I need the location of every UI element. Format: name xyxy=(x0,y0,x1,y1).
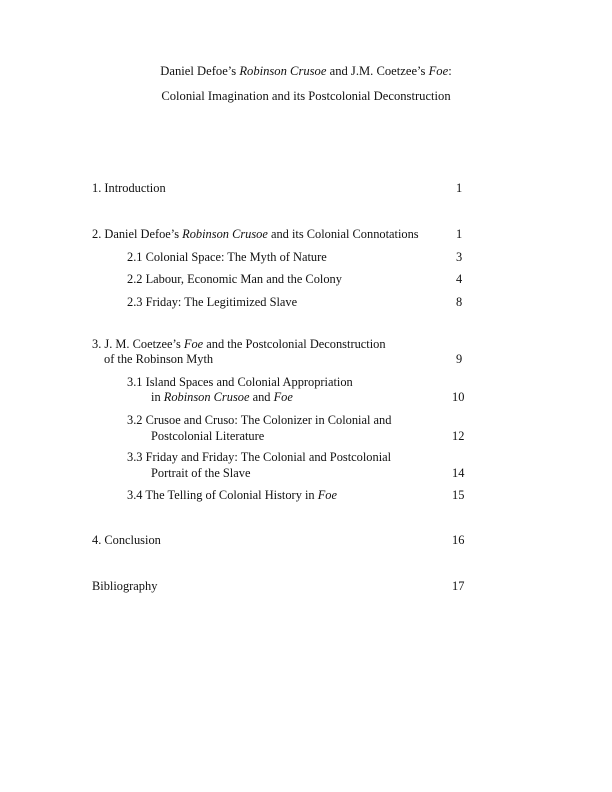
toc-entry-section-3-3-line-2: Portrait of the Slave xyxy=(151,466,251,480)
toc-entry-chapter-2: 2. Daniel Defoe’s Robinson Crusoe and its Colonial Connotations xyxy=(92,227,419,241)
toc-page-section-2-1: 3 xyxy=(456,250,463,264)
toc-entry-introduction: 1. Introduction xyxy=(92,181,166,195)
toc-entry-section-2-3: 2.3 Friday: The Legitimized Slave xyxy=(127,295,298,309)
toc-page-chapter-2: 1 xyxy=(456,227,463,241)
toc-entry-conclusion: 4. Conclusion xyxy=(92,533,161,547)
toc-page-introduction: 1 xyxy=(456,181,463,195)
toc-entry-bibliography: Bibliography xyxy=(92,579,158,593)
toc-page-conclusion: 16 xyxy=(452,533,465,547)
toc-entry-section-2-1: 2.1 Colonial Space: The Myth of Nature xyxy=(127,250,327,264)
toc-page-section-3-4: 15 xyxy=(452,488,465,502)
toc-entry-section-3-2-line-1: 3.2 Crusoe and Cruso: The Colonizer in Colonial and xyxy=(127,413,392,427)
toc-entry-chapter-3-line-1: 3. J. M. Coetzee’s Foe and the Postcolonial Deconstruction xyxy=(92,337,386,351)
toc-page-section-3-3: 14 xyxy=(452,466,465,480)
toc-page-section-2-2: 4 xyxy=(456,272,463,286)
toc-page-section-3-2: 12 xyxy=(452,429,465,443)
document-title-line-1: Daniel Defoe’s Robinson Crusoe and J.M. Coetzee’s Foe: xyxy=(160,64,452,78)
toc-entry-chapter-3-line-2: of the Robinson Myth xyxy=(104,352,214,366)
toc-entry-section-3-1-line-2: in Robinson Crusoe and Foe xyxy=(151,390,293,404)
toc-page-bibliography: 17 xyxy=(452,579,465,593)
toc-page-chapter-3: 9 xyxy=(456,352,463,366)
toc-entry-section-3-2-line-2: Postcolonial Literature xyxy=(151,429,265,443)
toc-page-section-2-3: 8 xyxy=(456,295,463,309)
toc-entry-section-3-3-line-1: 3.3 Friday and Friday: The Colonial and Postcolonial xyxy=(127,450,392,464)
toc-entry-section-3-4: 3.4 The Telling of Colonial History in Foe xyxy=(127,488,337,502)
toc-page-section-3-1: 10 xyxy=(452,390,465,404)
toc-entry-section-3-1-line-1: 3.1 Island Spaces and Colonial Appropriation xyxy=(127,375,353,389)
document-title-line-2: Colonial Imagination and its Postcolonial Deconstruction xyxy=(161,89,451,103)
toc-entry-section-2-2: 2.2 Labour, Economic Man and the Colony xyxy=(127,272,342,286)
